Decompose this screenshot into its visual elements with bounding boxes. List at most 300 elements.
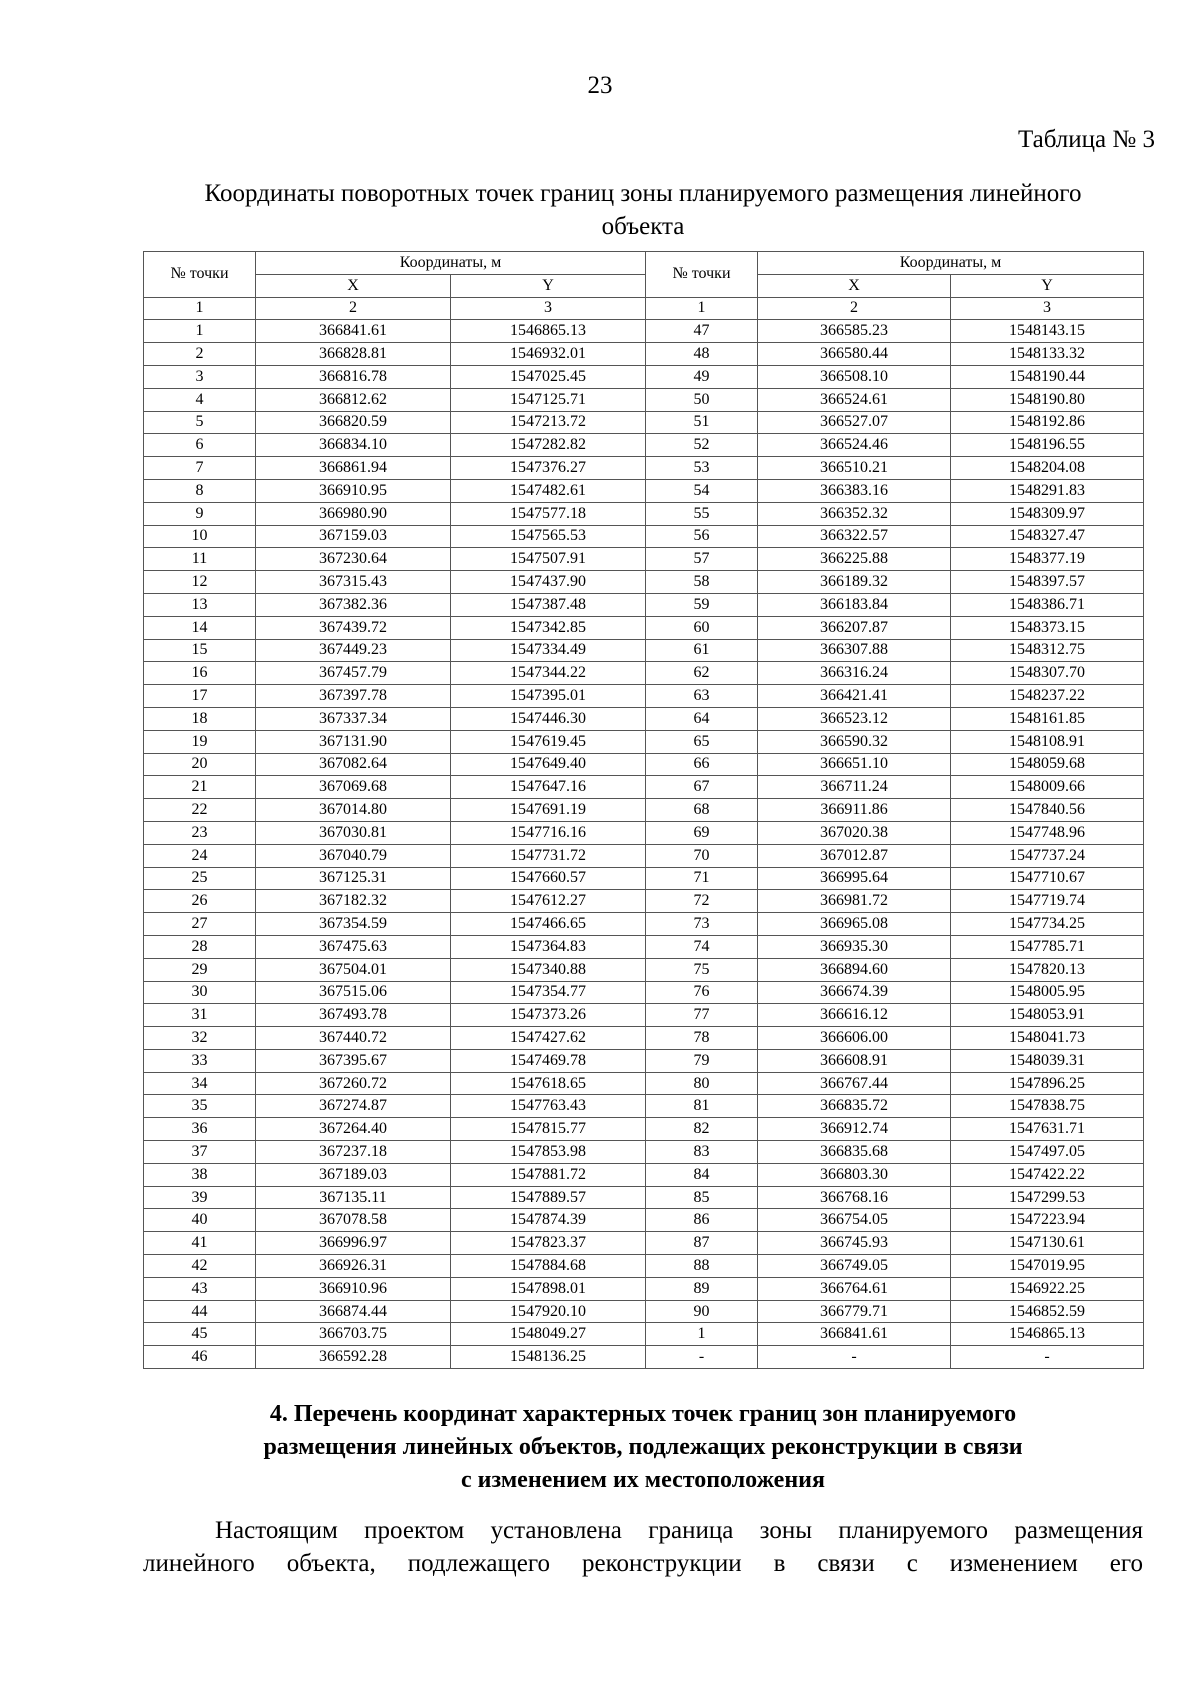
table-cell: 367182.32 (256, 890, 451, 913)
header-point-no: № точки (646, 252, 758, 298)
table-cell: 1547719.74 (951, 890, 1144, 913)
table-cell: 1548397.57 (951, 571, 1144, 594)
table-row (144, 502, 1144, 525)
table-cell: 366926.31 (256, 1255, 451, 1278)
table-cell: 1547815.77 (451, 1118, 646, 1141)
table-cell: 366608.91 (758, 1049, 951, 1072)
table-cell: 367082.64 (256, 753, 451, 776)
table-row (144, 913, 1144, 936)
table-cell: 367260.72 (256, 1072, 451, 1095)
table-cell: 1547466.65 (451, 913, 646, 936)
table-cell: 366911.86 (758, 799, 951, 822)
table-row (144, 457, 1144, 480)
table-cell: 367237.18 (256, 1141, 451, 1164)
table-cell: 367440.72 (256, 1027, 451, 1050)
table-cell: 367040.79 (256, 844, 451, 867)
table-cell: 367069.68 (256, 776, 451, 799)
page-number: 23 (587, 72, 613, 99)
table-cell: 70 (646, 844, 758, 867)
table-cell: 1547364.83 (451, 935, 646, 958)
table-cell: 1547342.85 (451, 616, 646, 639)
table-cell: 366590.32 (758, 730, 951, 753)
table-cell: 1547853.98 (451, 1141, 646, 1164)
table-label: Таблица № 3 (1017, 126, 1155, 153)
table-cell: 1547874.39 (451, 1209, 646, 1232)
table-row (144, 753, 1144, 776)
table-row (144, 1346, 1144, 1369)
table-cell: 366316.24 (758, 662, 951, 685)
table-cell: 1547898.01 (451, 1277, 646, 1300)
table-row (144, 981, 1144, 1004)
table-cell: 1547469.78 (451, 1049, 646, 1072)
table-cell: 1547395.01 (451, 685, 646, 708)
table-caption-line: Координаты поворотных точек границ зоны планируемого размещения линейного (204, 180, 1082, 207)
table-cell: 10 (144, 525, 256, 548)
table-row (144, 935, 1144, 958)
table-cell: 53 (646, 457, 758, 480)
table-row (144, 958, 1144, 981)
table-cell: 366703.75 (256, 1323, 451, 1346)
table-cell: 8 (144, 479, 256, 502)
table-cell: 1548161.85 (951, 707, 1144, 730)
table-cell: 29 (144, 958, 256, 981)
table-cell: 367012.87 (758, 844, 951, 867)
table-cell: 367274.87 (256, 1095, 451, 1118)
table-cell: 40 (144, 1209, 256, 1232)
table-cell: 367020.38 (758, 821, 951, 844)
table-cell: 37 (144, 1141, 256, 1164)
table-cell: 39 (144, 1186, 256, 1209)
table-cell: 80 (646, 1072, 758, 1095)
table-cell: 1548190.80 (951, 388, 1144, 411)
table-cell: 1548190.44 (951, 365, 1144, 388)
table-row (144, 1095, 1144, 1118)
table-cell: 366767.44 (758, 1072, 951, 1095)
table-row (144, 1277, 1144, 1300)
table-cell: 55 (646, 502, 758, 525)
table-cell: 1547344.22 (451, 662, 646, 685)
table-cell: 15 (144, 639, 256, 662)
table-cell: 87 (646, 1232, 758, 1255)
table-cell: 1547482.61 (451, 479, 646, 502)
table-row (144, 320, 1144, 343)
table-cell: 366861.94 (256, 457, 451, 480)
table-cell: 366816.78 (256, 365, 451, 388)
table-cell: 64 (646, 707, 758, 730)
table-cell: 75 (646, 958, 758, 981)
table-cell: 366834.10 (256, 434, 451, 457)
table-row (144, 844, 1144, 867)
header-y: Y (451, 274, 646, 297)
table-cell: 73 (646, 913, 758, 936)
table-row (144, 1255, 1144, 1278)
table-cell: 366894.60 (758, 958, 951, 981)
table-cell: 366523.12 (758, 707, 951, 730)
table-cell: 1547840.56 (951, 799, 1144, 822)
table-row (144, 799, 1144, 822)
table-cell: 17 (144, 685, 256, 708)
table-cell: 18 (144, 707, 256, 730)
table-cell: 38 (144, 1163, 256, 1186)
table-cell: 90 (646, 1300, 758, 1323)
table-cell: 1547446.30 (451, 707, 646, 730)
table-cell: 367135.11 (256, 1186, 451, 1209)
table-cell: 367337.34 (256, 707, 451, 730)
table-cell: 1548327.47 (951, 525, 1144, 548)
table-cell: 1548373.15 (951, 616, 1144, 639)
table-cell: 12 (144, 571, 256, 594)
table-cell: 1548005.95 (951, 981, 1144, 1004)
table-cell: 28 (144, 935, 256, 958)
table-cell: 3 (451, 297, 646, 320)
table-cell: 36 (144, 1118, 256, 1141)
table-cell: 367475.63 (256, 935, 451, 958)
table-cell: 1547884.68 (451, 1255, 646, 1278)
table-cell: 67 (646, 776, 758, 799)
table-row (144, 479, 1144, 502)
table-cell: 22 (144, 799, 256, 822)
table-cell: 366841.61 (256, 320, 451, 343)
table-cell: 9 (144, 502, 256, 525)
table-cell: 366651.10 (758, 753, 951, 776)
table-cell: 1547896.25 (951, 1072, 1144, 1095)
index-row (144, 297, 1144, 320)
table-cell: 1548309.97 (951, 502, 1144, 525)
table-row (144, 1300, 1144, 1323)
header-coords: Координаты, м (758, 252, 1144, 275)
table-cell: 1547507.91 (451, 548, 646, 571)
table-cell: 1548307.70 (951, 662, 1144, 685)
table-cell: 366812.62 (256, 388, 451, 411)
table-row (144, 548, 1144, 571)
table-cell: 366980.90 (256, 502, 451, 525)
table-row (144, 1209, 1144, 1232)
table-cell: 1546865.13 (951, 1323, 1144, 1346)
table-cell: 57 (646, 548, 758, 571)
table-cell: 366592.28 (256, 1346, 451, 1369)
table-cell: 1548009.66 (951, 776, 1144, 799)
table-cell: 69 (646, 821, 758, 844)
table-cell: 1547838.75 (951, 1095, 1144, 1118)
table-row (144, 1118, 1144, 1141)
table-cell: 2 (256, 297, 451, 320)
table-cell: 366711.24 (758, 776, 951, 799)
table-cell: 7 (144, 457, 256, 480)
table-cell: 367189.03 (256, 1163, 451, 1186)
table-cell: 1547130.61 (951, 1232, 1144, 1255)
table-cell: 1547354.77 (451, 981, 646, 1004)
table-cell: 27 (144, 913, 256, 936)
header-x: X (758, 274, 951, 297)
table-cell: 13 (144, 593, 256, 616)
table-row (144, 388, 1144, 411)
table-cell: 366965.08 (758, 913, 951, 936)
table-row (144, 639, 1144, 662)
table-cell: 366749.05 (758, 1255, 951, 1278)
table-cell: 1547763.43 (451, 1095, 646, 1118)
table-cell: 61 (646, 639, 758, 662)
table-cell: 1547820.13 (951, 958, 1144, 981)
table-cell: 367397.78 (256, 685, 451, 708)
table-cell: 54 (646, 479, 758, 502)
table-cell: 366981.72 (758, 890, 951, 913)
table-cell: 367449.23 (256, 639, 451, 662)
table-cell: 60 (646, 616, 758, 639)
table-cell: 2 (144, 343, 256, 366)
table-row (144, 1049, 1144, 1072)
table-cell: 71 (646, 867, 758, 890)
table-cell: 366585.23 (758, 320, 951, 343)
table-cell: 366841.61 (758, 1323, 951, 1346)
table-cell: 1546865.13 (451, 320, 646, 343)
table-cell: 68 (646, 799, 758, 822)
table-cell: 1548039.31 (951, 1049, 1144, 1072)
table-cell: 1547716.16 (451, 821, 646, 844)
table-cell: 1548237.22 (951, 685, 1144, 708)
table-body (144, 297, 1144, 1368)
table-cell: 43 (144, 1277, 256, 1300)
table-cell: 89 (646, 1277, 758, 1300)
table-cell: 1546932.01 (451, 343, 646, 366)
table-cell: 48 (646, 343, 758, 366)
table-cell: 366322.57 (758, 525, 951, 548)
table-cell: 1547125.71 (451, 388, 646, 411)
table-cell: 1547737.24 (951, 844, 1144, 867)
table-cell: 35 (144, 1095, 256, 1118)
table-cell: 366616.12 (758, 1004, 951, 1027)
table-row (144, 685, 1144, 708)
table-cell: - (646, 1346, 758, 1369)
table-cell: 66 (646, 753, 758, 776)
section-heading-line: с изменением их местоположения (461, 1467, 825, 1493)
table-row (144, 525, 1144, 548)
table-cell: 1547577.18 (451, 502, 646, 525)
table-cell: 23 (144, 821, 256, 844)
table-cell: 72 (646, 890, 758, 913)
table-cell: 367395.67 (256, 1049, 451, 1072)
table-cell: 367493.78 (256, 1004, 451, 1027)
table-row (144, 1141, 1144, 1164)
table-cell: 26 (144, 890, 256, 913)
section-heading-line: 4. Перечень координат характерных точек границ зон планируемого (269, 1401, 1017, 1427)
table-cell: 1547437.90 (451, 571, 646, 594)
table-cell: 1547710.67 (951, 867, 1144, 890)
section-heading (143, 1398, 1143, 1497)
table-cell: 366527.07 (758, 411, 951, 434)
table-cell: 1 (144, 297, 256, 320)
table-row (144, 1004, 1144, 1027)
table-cell: 367078.58 (256, 1209, 451, 1232)
table-cell: 44 (144, 1300, 256, 1323)
coordinates-table (143, 251, 1144, 1369)
table-cell: 366207.87 (758, 616, 951, 639)
table-cell: 2 (758, 297, 951, 320)
table-cell: 1548136.25 (451, 1346, 646, 1369)
table-cell: 59 (646, 593, 758, 616)
table-caption (143, 177, 1143, 243)
table-cell: 65 (646, 730, 758, 753)
table-cell: 1548192.86 (951, 411, 1144, 434)
table-cell: 367264.40 (256, 1118, 451, 1141)
table-cell: 367230.64 (256, 548, 451, 571)
table-cell: 81 (646, 1095, 758, 1118)
table-cell: 1548204.08 (951, 457, 1144, 480)
table-cell: 1548133.32 (951, 343, 1144, 366)
table-cell: 1547619.45 (451, 730, 646, 753)
table-cell: 1548377.19 (951, 548, 1144, 571)
table-cell: 20 (144, 753, 256, 776)
table-cell: 62 (646, 662, 758, 685)
table-row (144, 1323, 1144, 1346)
table-cell: 42 (144, 1255, 256, 1278)
table-cell: 25 (144, 867, 256, 890)
table-row (144, 434, 1144, 457)
table-cell: 366383.16 (758, 479, 951, 502)
table-cell: 1548196.55 (951, 434, 1144, 457)
table-cell: 16 (144, 662, 256, 685)
table-cell: 366996.97 (256, 1232, 451, 1255)
table-row (144, 707, 1144, 730)
table-cell: 366352.32 (758, 502, 951, 525)
table-row (144, 343, 1144, 366)
table-cell: 366745.93 (758, 1232, 951, 1255)
table-row (144, 1186, 1144, 1209)
table-cell: 367159.03 (256, 525, 451, 548)
table-row (144, 662, 1144, 685)
table-cell: 1547785.71 (951, 935, 1144, 958)
table-cell: 1548291.83 (951, 479, 1144, 502)
table-cell: 3 (951, 297, 1144, 320)
table-cell: 367125.31 (256, 867, 451, 890)
table-cell: 46 (144, 1346, 256, 1369)
table-cell: 76 (646, 981, 758, 1004)
table-row (144, 867, 1144, 890)
table-cell: 83 (646, 1141, 758, 1164)
table-row (144, 730, 1144, 753)
table-cell: 49 (646, 365, 758, 388)
table-cell: 32 (144, 1027, 256, 1050)
table-cell: 366779.71 (758, 1300, 951, 1323)
table-cell: 1547691.19 (451, 799, 646, 822)
table-cell: 366910.95 (256, 479, 451, 502)
table-cell: 1547376.27 (451, 457, 646, 480)
table-cell: 366183.84 (758, 593, 951, 616)
header-y: Y (951, 274, 1144, 297)
table-cell: 50 (646, 388, 758, 411)
table-cell: 366508.10 (758, 365, 951, 388)
table-row (144, 571, 1144, 594)
table-cell: 366768.16 (758, 1186, 951, 1209)
table-cell: 1 (144, 320, 256, 343)
table-cell: 1 (646, 1323, 758, 1346)
table-cell: 14 (144, 616, 256, 639)
table-cell: 1547025.45 (451, 365, 646, 388)
header-coords: Координаты, м (256, 252, 646, 275)
table-cell: 1547213.72 (451, 411, 646, 434)
table-cell: 1547373.26 (451, 1004, 646, 1027)
table-cell: 56 (646, 525, 758, 548)
table-cell: 366524.61 (758, 388, 951, 411)
table-cell: 366764.61 (758, 1277, 951, 1300)
table-cell: 367457.79 (256, 662, 451, 685)
table-row (144, 821, 1144, 844)
table-cell: 366580.44 (758, 343, 951, 366)
table-row (144, 365, 1144, 388)
table-cell: 1548386.71 (951, 593, 1144, 616)
table-row (144, 411, 1144, 434)
table-cell: 366874.44 (256, 1300, 451, 1323)
table-cell: 367014.80 (256, 799, 451, 822)
table-cell: 82 (646, 1118, 758, 1141)
table-cell: 1548041.73 (951, 1027, 1144, 1050)
table-cell: 1546852.59 (951, 1300, 1144, 1323)
table-cell: 1547649.40 (451, 753, 646, 776)
table-cell: 24 (144, 844, 256, 867)
table-cell: 366803.30 (758, 1163, 951, 1186)
table-cell: 41 (144, 1232, 256, 1255)
table-cell: 1547612.27 (451, 890, 646, 913)
table-cell: 1547223.94 (951, 1209, 1144, 1232)
table-cell: 1547881.72 (451, 1163, 646, 1186)
table-cell: 366674.39 (758, 981, 951, 1004)
table-cell: 6 (144, 434, 256, 457)
table-cell: 367131.90 (256, 730, 451, 753)
table-cell: 1547660.57 (451, 867, 646, 890)
table-cell: 1547565.53 (451, 525, 646, 548)
table-cell: 367504.01 (256, 958, 451, 981)
body-paragraph (143, 1514, 1143, 1580)
table-cell: 86 (646, 1209, 758, 1232)
table-cell: 366524.46 (758, 434, 951, 457)
table-row (144, 890, 1144, 913)
table-cell: 366189.32 (758, 571, 951, 594)
table-cell: 366307.88 (758, 639, 951, 662)
table-cell: 366835.72 (758, 1095, 951, 1118)
table-row (144, 776, 1144, 799)
table-cell: 367439.72 (256, 616, 451, 639)
table-cell: 1547340.88 (451, 958, 646, 981)
table-caption-line: объекта (601, 213, 685, 240)
table-row (144, 616, 1144, 639)
table-cell: 367030.81 (256, 821, 451, 844)
table-cell: 366820.59 (256, 411, 451, 434)
table-row (144, 1027, 1144, 1050)
table-cell: 1547497.05 (951, 1141, 1144, 1164)
body-line: Настоящим проектом установлена граница зоны планируемого размещения (215, 1517, 1143, 1544)
table-row (144, 1163, 1144, 1186)
table-cell: 366935.30 (758, 935, 951, 958)
table-cell: 1547282.82 (451, 434, 646, 457)
table-cell: 1547748.96 (951, 821, 1144, 844)
table-cell: 19 (144, 730, 256, 753)
table-row (144, 1072, 1144, 1095)
table-cell: 84 (646, 1163, 758, 1186)
table-cell: 31 (144, 1004, 256, 1027)
table-cell: 85 (646, 1186, 758, 1209)
table-cell: 1 (646, 297, 758, 320)
table-cell: 30 (144, 981, 256, 1004)
table-cell: 1547920.10 (451, 1300, 646, 1323)
table-cell: 78 (646, 1027, 758, 1050)
table-cell: 1547387.48 (451, 593, 646, 616)
table-cell: 52 (646, 434, 758, 457)
table-row (144, 593, 1144, 616)
table-cell: 79 (646, 1049, 758, 1072)
table-cell: 1548143.15 (951, 320, 1144, 343)
table-cell: 367382.36 (256, 593, 451, 616)
table-cell: 45 (144, 1323, 256, 1346)
table-cell: 51 (646, 411, 758, 434)
